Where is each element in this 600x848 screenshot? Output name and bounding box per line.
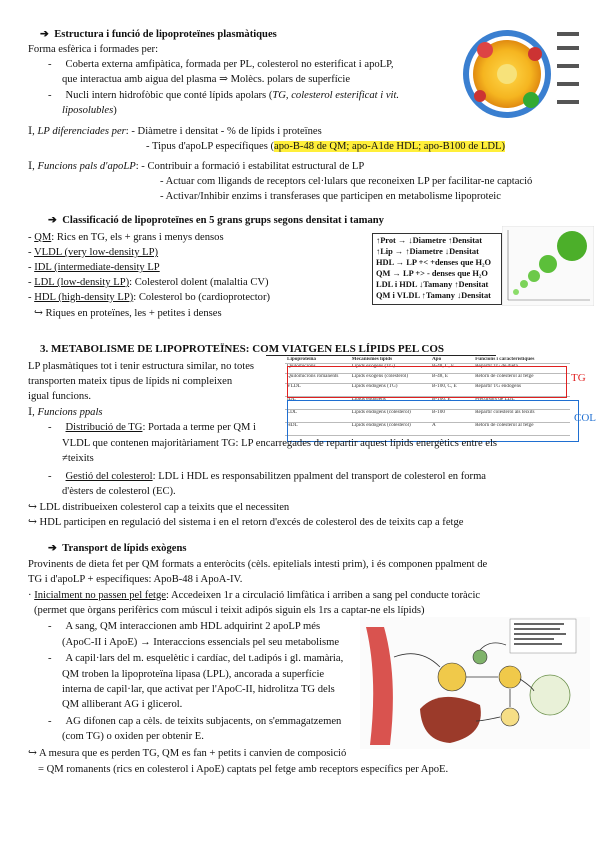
functions-ppals-label: Ⅰ, Funcions ppals (28, 407, 103, 418)
meta-p3: igual funcions. (28, 391, 91, 402)
exo-step-2d: QM alliberant AG i glicerol. (62, 699, 183, 710)
bullet-coberta-cont: que interactua amb aigua del plasma ⇒ Molècs. polars de superfície (62, 74, 351, 85)
class-qm: - QM: Rics en TG, els + grans i menys densos (28, 232, 224, 243)
section-title-structure: ➔ Estructura i funció de lipoproteïnes plasmàtiques (40, 29, 277, 40)
return-arrow-icon: Ⅰ, (28, 407, 35, 418)
functions-line-2: - Actuar com lligands de receptors cel·lulars que reconeixen LP per facilitar-ne captació (160, 176, 533, 187)
dist-tg-line-1: - Distribució de TG: Portada a terme per QM i (48, 422, 256, 433)
exo-step-1b: (ApoC-II i ApoE) → Interaccions essencials pel seu metabolisme (62, 637, 340, 648)
class-hdl: - HDL (high-density LP): Colesterol bo (cardioprotector) (28, 292, 271, 303)
exo-final-1: ↪ A mesura que es perden TG, QM es fan + petits i canvien de composició (28, 748, 347, 759)
dist-tg-line-2: VLDL que contenen majoritàriament TG: LP encarregades de repartir aquest lípids energètics entre els (62, 438, 498, 449)
return-arrow-icon: ↪ (28, 502, 37, 513)
class-hdl-note: ↪ Riques en proteïnes, les + petites i denses (34, 308, 222, 319)
functions-line-1: Ⅰ, Funcions pals d'apoLP: - Contribuir a formació i estabilitat estructural de LP (28, 161, 365, 172)
return-arrow-icon: ↪ (28, 748, 37, 759)
exogenous-pathway-figure (360, 617, 590, 749)
bullet-coberta: - Coberta externa amfipàtica, formada per PL, colesterol no esterificat i apoLP, (48, 59, 394, 70)
lp-differenced-line: Ⅰ, LP diferenciades per: - Diàmetre i densitat - % de lípids i proteïnes (28, 126, 322, 137)
exo-step-2b: QM troben la lipoproteïna lipasa (LPL), ancorada a superfície (62, 669, 325, 680)
ldl-note: ↪ LDL distribueixen colesterol cap a teixits que el necessiten (28, 502, 290, 513)
exo-p1: Provinents de dieta fet per QM formats a enteròcits (cèls. epitelials intesti prim), i és componen ppalment de (28, 559, 488, 570)
exo-final-2: = QM romanents (rics en colesterol i ApoE) captats pel fetge amb receptors específics per ApoE. (38, 764, 449, 775)
exo-initial-line: · Inicialment no passen pel fetge: Accedeixen 1r a circulació limfàtica i arriben a sang pel conducte toràcic (28, 590, 481, 601)
arrow-bullet-icon: ➔ (48, 543, 57, 554)
table-row: HDL Lípids endògens (colesterol) A Retorn de colesterol al fetge (285, 423, 570, 436)
meta-p1: LP plasmàtiques tot i tenir estructura similar, no totes (28, 361, 255, 372)
bullet-nucli: - Nucli intern hidrofòbic que conté lípids apolars (TG, colesterol esterificat i vit. (48, 90, 400, 101)
section-title-exogenous: ➔ Transport de lípids exògens (48, 543, 187, 554)
return-arrow-icon: Ⅰ, (28, 161, 35, 172)
exo-step-1a: - A sang, QM interaccionen amb HDL adquirint 2 apoLP més (48, 621, 321, 632)
return-arrow-icon: Ⅰ, (28, 126, 35, 137)
hdl-note: ↪ HDL participen en regulació del sistema i en el retorn d'excés de colesterol des de teixits cap a fetge (28, 517, 464, 528)
col-mgmt-line-2: d'èsters de colesterol (EC). (62, 486, 176, 497)
return-arrow-icon: ↪ (28, 517, 37, 528)
exo-initial-cont: (permet que òrgans perifèrics com múscul i teixit adipós siguin els 1rs a captar-ne els lípids) (34, 605, 425, 616)
bullet-nucli-cont: liposolubles) (62, 105, 117, 116)
class-vldl: - VLDL (very low-density LP) (28, 247, 159, 258)
table-header: Lipoproteïna Mecanismes lípids Apo Funcions i característiques (285, 357, 570, 364)
intro-line: Forma esfèrica i formades per: (28, 44, 159, 55)
col-label: COL (574, 412, 596, 424)
exo-step-2a: - A capil·lars del m. esquelètic i cardíac, del t.adipós i gl. mamària, (48, 653, 344, 664)
class-ldl: - LDL (low-density LP): Colesterol dolent (malaltia CV) (28, 277, 269, 288)
tg-group-outline (287, 366, 567, 398)
lp-apolp-line: - Tipus d'apoLP específiques (apo-B-48 de QM; apo-A1de HDL; apo-B100 de LDL) (146, 141, 505, 152)
exo-step-3a: - AG difonen cap a cèls. de teixits subjacents, on s'emmagatzemen (48, 716, 342, 727)
section-title-classification: ➔ Classificació de lipoproteïnes en 5 grans grups segons densitat i tamany (48, 215, 384, 226)
col-group-outline (287, 400, 579, 442)
exo-step-3b: (com TG) o oxiden per obtenir E. (62, 731, 204, 742)
arrow-bullet-icon: ➔ (48, 215, 57, 226)
exo-p2: TG i d'apoLP + específiques: ApoB-48 i ApoA-IV. (28, 574, 243, 585)
section-title-metabolism: 3. METABOLISME DE LIPOPROTEÏNES: COM VIATGEN ELS LÍPIDS PEL COS (40, 343, 445, 355)
metabolism-underline (266, 355, 496, 356)
functions-line-3: - Activar/Inhibir enzims i transferases que participen en metabolisme lipoproteic (160, 191, 501, 202)
table-row: IDL Lípids endògens B-100, E Precursors de LDL (285, 397, 570, 410)
col-mgmt-line-1: - Gestió del colesterol: LDL i HDL es responsabilitzen ppalment del transport de colesterol en forma (48, 471, 487, 482)
table-row: Quilomicrons romanents Lípids exògens (colesterol) B-48, E Retorn de colesterol al fetge (285, 374, 570, 384)
density-summary-box: ↑Prot → ↓Diametre ↑Densitat ↑Lip → ↑Diametre ↓Densitat HDL → LP +< +denses que H₂O QM → LP +> - denses que H₂O LDL i HDL ↓Tamany ↑Densitat QM i VLDL ↑Tamany ↓Densitat (372, 233, 502, 305)
class-idl: - IDL (intermediate-density LP (28, 262, 160, 273)
lipoprotein-size-chart (502, 226, 594, 306)
exo-step-2c: interna de capil·lar, que activat per l'ApoC-II, hidrolitza TG dels (62, 684, 335, 695)
dist-tg-line-3: ≠teixits (62, 453, 94, 464)
arrow-bullet-icon: ➔ (40, 29, 49, 40)
table-row: LDL Lípids endògens (colesterol) B-100 Repartir colesterol als teixits (285, 410, 570, 423)
table-row: VLDL Lípids endògens (TG) B-100, C, E Repartir TG endògens (285, 384, 570, 397)
meta-p2: transporten mateix tipus de lípids ni compleixen (28, 376, 233, 387)
return-arrow-icon: ↪ (34, 308, 43, 319)
tg-label: TG (571, 372, 586, 384)
table-row: Quilomicrons Lípids exògens (TG) B-48, C, E Repartir TG de dieta (285, 364, 570, 374)
lipoprotein-particle-figure (445, 24, 580, 122)
